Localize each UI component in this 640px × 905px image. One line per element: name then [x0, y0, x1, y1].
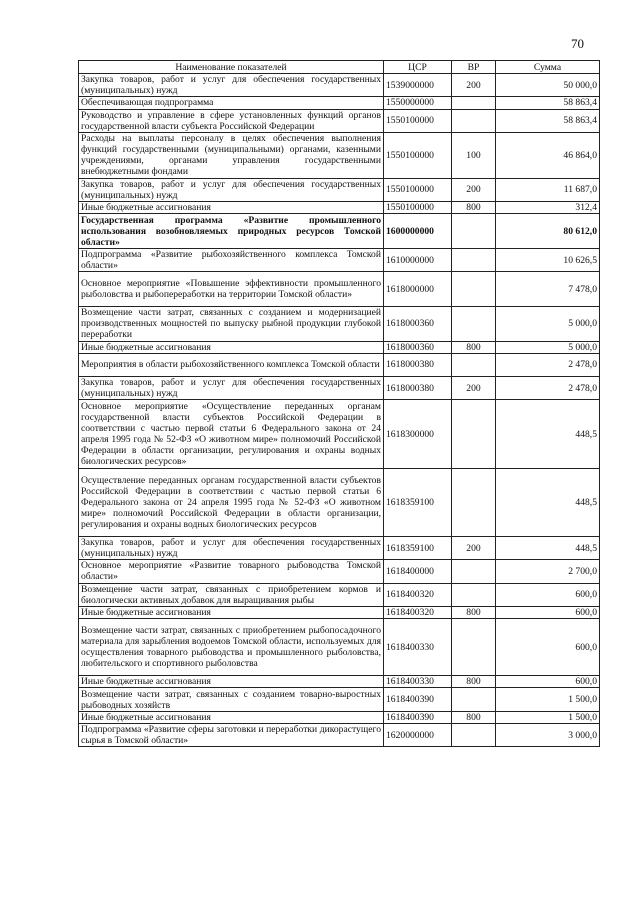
row-name-cell: Закупка товаров, работ и услуг для обеспечения государственных (муниципальных) нужд	[79, 178, 384, 201]
row-csr-cell: 1618400330	[384, 619, 452, 676]
row-csr-cell: 1610000000	[384, 248, 452, 271]
row-csr-cell: 1618400000	[384, 560, 452, 583]
table-row	[79, 377, 600, 400]
row-csr-cell: 1539000000	[384, 74, 452, 97]
table-row	[79, 272, 600, 307]
row-vr-cell: 200	[452, 377, 496, 400]
table-row	[79, 74, 600, 97]
table-row	[79, 560, 600, 583]
row-csr-cell: 1618359100	[384, 536, 452, 559]
table-row	[79, 607, 600, 619]
row-csr-cell: 1618400390	[384, 688, 452, 711]
row-vr-cell	[452, 468, 496, 536]
row-name-cell: Иные бюджетные ассигнования	[79, 202, 384, 214]
row-name-cell: Основное мероприятие «Осуществление переданных органам государственной власти субъектов Российской Федерации в соответствии с частью первой статьи 6 Федерального закона от 24 апреля 1995 года № 52-ФЗ «О животном мире» полномочий Российской Федерации в области организации, регулирования и охраны водных биологических ресурсов»	[79, 400, 384, 468]
row-name-cell: Подпрограмма «Развитие рыбохозяйственного комплекса Томской области»	[79, 248, 384, 271]
row-sum-cell: 600,0	[496, 619, 600, 676]
row-vr-cell	[452, 723, 496, 746]
row-sum-cell: 11 687,0	[496, 178, 600, 201]
row-vr-cell	[452, 248, 496, 271]
table-row	[79, 723, 600, 746]
row-name-cell: Возмещение части затрат, связанных с созданием товарно-выростных рыбоводных хозяйств	[79, 688, 384, 711]
row-vr-cell	[452, 400, 496, 468]
row-vr-cell	[452, 353, 496, 376]
row-sum-cell: 5 000,0	[496, 306, 600, 341]
row-csr-cell: 1600000000	[384, 214, 452, 249]
row-name-cell: Закупка товаров, работ и услуг для обеспечения государственных (муниципальных) нужд	[79, 536, 384, 559]
row-vr-cell	[452, 306, 496, 341]
row-sum-cell: 312,4	[496, 202, 600, 214]
row-vr-cell: 200	[452, 74, 496, 97]
row-csr-cell: 1618000000	[384, 272, 452, 307]
row-csr-cell: 1618359100	[384, 468, 452, 536]
row-csr-cell: 1550000000	[384, 97, 452, 109]
table-row	[79, 468, 600, 536]
row-name-cell: Иные бюджетные ассигнования	[79, 341, 384, 353]
row-vr-cell: 800	[452, 711, 496, 723]
row-name-cell: Обеспечивающая подпрограмма	[79, 97, 384, 109]
row-name-cell: Иные бюджетные ассигнования	[79, 676, 384, 688]
table-row	[79, 583, 600, 606]
row-vr-cell	[452, 583, 496, 606]
row-csr-cell: 1618400320	[384, 583, 452, 606]
table-row	[79, 178, 600, 201]
row-csr-cell: 1618400320	[384, 607, 452, 619]
table-row	[79, 341, 600, 353]
row-sum-cell: 1 500,0	[496, 711, 600, 723]
row-vr-cell: 100	[452, 132, 496, 178]
row-csr-cell: 1550100000	[384, 132, 452, 178]
table-header-row	[79, 61, 600, 74]
row-sum-cell: 7 478,0	[496, 272, 600, 307]
table-row	[79, 109, 600, 132]
table-row	[79, 400, 600, 468]
header-csr: ЦСР	[384, 61, 452, 74]
row-sum-cell: 46 864,0	[496, 132, 600, 178]
row-name-cell: Возмещение части затрат, связанных с приобретением рыбопосадочного материала для зарыбления водоемов Томской области, используемых для осуществления товарного рыбоводства и промышленного рыболовства, любительского и спортивного рыболовства	[79, 619, 384, 676]
row-csr-cell: 1618400390	[384, 711, 452, 723]
row-name-cell: Подпрограмма «Развитие сферы заготовки и переработки дикорастущего сырья в Томской области»	[79, 723, 384, 746]
row-sum-cell: 5 000,0	[496, 341, 600, 353]
row-sum-cell: 3 000,0	[496, 723, 600, 746]
row-vr-cell	[452, 109, 496, 132]
row-sum-cell: 600,0	[496, 607, 600, 619]
row-name-cell: Возмещение части затрат, связанных с созданием и модернизацией производственных мощностей по выпуску рыбной продукции глубокой переработки	[79, 306, 384, 341]
row-vr-cell	[452, 619, 496, 676]
row-name-cell: Закупка товаров, работ и услуг для обеспечения государственных (муниципальных) нужд	[79, 377, 384, 400]
row-csr-cell: 1550100000	[384, 202, 452, 214]
page-number: 70	[571, 36, 584, 51]
row-name-cell: Иные бюджетные ассигнования	[79, 607, 384, 619]
row-sum-cell: 2 700,0	[496, 560, 600, 583]
row-csr-cell: 1620000000	[384, 723, 452, 746]
row-csr-cell: 1618000380	[384, 353, 452, 376]
row-sum-cell: 10 626,5	[496, 248, 600, 271]
row-name-cell: Возмещение части затрат, связанных с приобретением кормов и биологически активных добавок для выращивания рыбы	[79, 583, 384, 606]
table-row	[79, 536, 600, 559]
row-vr-cell	[452, 560, 496, 583]
row-name-cell: Руководство и управление в сфере установленных функций органов государственной власти субъекта Российской Федерации	[79, 109, 384, 132]
row-name-cell: Мероприятия в области рыбохозяйственного комплекса Томской области	[79, 353, 384, 376]
row-sum-cell: 600,0	[496, 676, 600, 688]
row-vr-cell	[452, 214, 496, 249]
row-name-cell: Основное мероприятие «Повышение эффективности промышленного рыболовства и рыбопереработки на территории Томской области»	[79, 272, 384, 307]
table-row	[79, 132, 600, 178]
row-name-cell: Государственная программа «Развитие промышленного использования возобновляемых природных ресурсов Томской области»	[79, 214, 384, 249]
row-csr-cell: 1618300000	[384, 400, 452, 468]
row-sum-cell: 448,5	[496, 468, 600, 536]
row-sum-cell: 2 478,0	[496, 377, 600, 400]
header-vr: ВР	[452, 61, 496, 74]
header-name: Наименование показателей	[79, 61, 384, 74]
row-sum-cell: 50 000,0	[496, 74, 600, 97]
table-row	[79, 711, 600, 723]
row-csr-cell: 1618000360	[384, 306, 452, 341]
row-sum-cell: 448,5	[496, 400, 600, 468]
table-row	[79, 248, 600, 271]
row-sum-cell: 1 500,0	[496, 688, 600, 711]
table-row	[79, 202, 600, 214]
row-csr-cell: 1550100000	[384, 109, 452, 132]
row-csr-cell: 1618000360	[384, 341, 452, 353]
row-vr-cell	[452, 97, 496, 109]
row-csr-cell: 1618400330	[384, 676, 452, 688]
row-sum-cell: 600,0	[496, 583, 600, 606]
row-sum-cell: 80 612,0	[496, 214, 600, 249]
row-vr-cell: 200	[452, 178, 496, 201]
row-vr-cell: 800	[452, 676, 496, 688]
row-vr-cell: 800	[452, 607, 496, 619]
row-name-cell: Основное мероприятие «Развитие товарного рыбоводства Томской области»	[79, 560, 384, 583]
table-row	[79, 353, 600, 376]
row-sum-cell: 58 863,4	[496, 97, 600, 109]
row-sum-cell: 58 863,4	[496, 109, 600, 132]
table-body	[79, 74, 600, 747]
row-vr-cell: 800	[452, 341, 496, 353]
row-vr-cell: 200	[452, 536, 496, 559]
budget-table	[78, 60, 600, 747]
row-vr-cell: 800	[452, 202, 496, 214]
row-name-cell: Закупка товаров, работ и услуг для обеспечения государственных (муниципальных) нужд	[79, 74, 384, 97]
row-name-cell: Иные бюджетные ассигнования	[79, 711, 384, 723]
row-sum-cell: 448,5	[496, 536, 600, 559]
table-row	[79, 214, 600, 249]
table-row	[79, 97, 600, 109]
row-vr-cell	[452, 272, 496, 307]
header-sum: Сумма	[496, 61, 600, 74]
row-sum-cell: 2 478,0	[496, 353, 600, 376]
table-row	[79, 688, 600, 711]
row-csr-cell: 1618000380	[384, 377, 452, 400]
row-name-cell: Расходы на выплаты персоналу в целях обеспечения выполнения функций государственными (муниципальными) органами, казенными учреждениями, органами управления государственными внебюджетными фондами	[79, 132, 384, 178]
row-name-cell: Осуществление переданных органам государственной власти субъектов Российской Федерации в соответствии с частью первой статьи 6 Федерального закона от 24 апреля 1995 года № 52-ФЗ «О животном мире» полномочий Российской Федерации в области организации, регулирования и охраны водных биологических ресурсов	[79, 468, 384, 536]
table-row	[79, 676, 600, 688]
row-vr-cell	[452, 688, 496, 711]
row-csr-cell: 1550100000	[384, 178, 452, 201]
table-row	[79, 619, 600, 676]
table-row	[79, 306, 600, 341]
